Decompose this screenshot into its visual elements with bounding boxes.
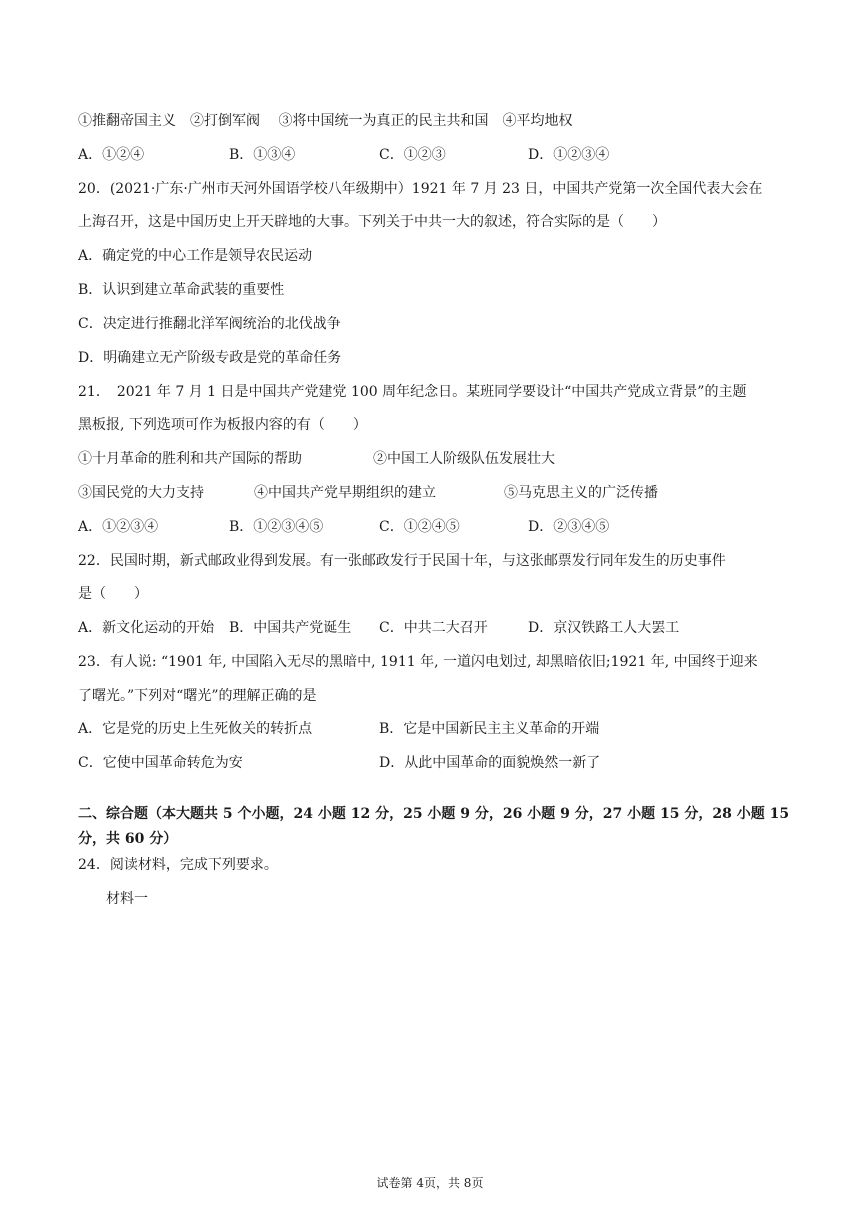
q21-stem-line2: 黑板报, 下列选项可作为板报内容的有（ ） (78, 417, 367, 433)
q21-item-5: ⑤马克思主义的广泛传播 (504, 485, 658, 501)
q21-stem-line1: 21． 2021 年 7 月 1 日是中国共产党建党 100 周年纪念日。某班同学要设计“中国共产党成立背景”的主题 (78, 384, 747, 400)
q23-stem-line1: 23．有人说: “1901 年, 中国陷入无尽的黑暗中, 1911 年, 一道闪电划过, 却黑暗依旧;1921 年, 中国终于迎来 (78, 654, 758, 670)
q23-option-b: B．它是中国新民主主义革命的开端 (379, 721, 600, 737)
section2-heading-line1: 二、综合题（本大题共 5 个小题，24 小题 12 分，25 小题 9 分，26 小题 9 分，27 小题 15 分，28 小题 15 (78, 806, 790, 822)
q20-option-b: B．认识到建立革命武装的重要性 (78, 282, 285, 298)
q20-option-c: C．决定进行推翻北洋军阀统治的北伐战争 (78, 316, 341, 332)
q24-stem: 24．阅读材料，完成下列要求。 (78, 857, 278, 873)
q21-item-3: ③国民党的大力支持 (78, 485, 204, 501)
q20-stem-line1: 20．(2021·广东·广州市天河外国语学校八年级期中）1921 年 7 月 23 日，中国共产党第一次全国代表大会在 (78, 181, 763, 197)
q19-option-d: D．①②③④ (528, 147, 610, 163)
q21-option-b: B．①②③④⑤ (229, 519, 324, 535)
q23-option-c: C．它使中国革命转危为安 (78, 755, 243, 771)
q19-option-c: C．①②③ (379, 147, 446, 163)
q22-option-a: A．新文化运动的开始 (78, 620, 215, 636)
q21-option-c: C．①②④⑤ (379, 519, 460, 535)
q22-option-c: C．中共二大召开 (379, 620, 488, 636)
q19-option-a: A．①②④ (78, 147, 145, 163)
q21-item-4: ④中国共产党早期组织的建立 (254, 485, 436, 501)
q22-stem-line2: 是（ ） (78, 586, 148, 602)
q23-option-a: A．它是党的历史上生死攸关的转折点 (78, 721, 313, 737)
q23-option-d: D．从此中国革命的面貌焕然一新了 (379, 755, 601, 771)
q21-option-d: D．②③④⑤ (528, 519, 610, 535)
q21-item-2: ②中国工人阶级队伍发展壮大 (373, 451, 555, 467)
q21-option-a: A．①②③④ (78, 519, 159, 535)
section2-heading-line2: 分，共 60 分） (78, 831, 178, 847)
q19-option-b: B．①③④ (229, 147, 296, 163)
q20-option-a: A．确定党的中心工作是领导农民运动 (78, 248, 313, 264)
q19-items: ①推翻帝国主义 ②打倒军阀 ③将中国统一为真正的民主共和国 ④平均地权 (78, 113, 573, 129)
q20-option-d: D．明确建立无产阶级专政是党的革命任务 (78, 350, 342, 366)
q20-stem-line2: 上海召开，这是中国历史上开天辟地的大事。下列关于中共一大的叙述，符合实际的是（ ） (78, 214, 666, 230)
q23-stem-line2: 了曙光。”下列对“曙光”的理解正确的是 (78, 688, 317, 704)
q22-option-d: D．京汉铁路工人大罢工 (528, 620, 680, 636)
q22-stem-line1: 22．民国时期，新式邮政业得到发展。有一张邮政发行于民国十年，与这张邮票发行同年发生的历史事件 (78, 553, 726, 569)
page-footer: 试卷第 4页，共 8页 (376, 1176, 484, 1190)
q24-material-label: 材料一 (106, 891, 148, 907)
q21-item-1: ①十月革命的胜利和共产国际的帮助 (78, 451, 302, 467)
q22-option-b: B．中国共产党诞生 (229, 620, 352, 636)
